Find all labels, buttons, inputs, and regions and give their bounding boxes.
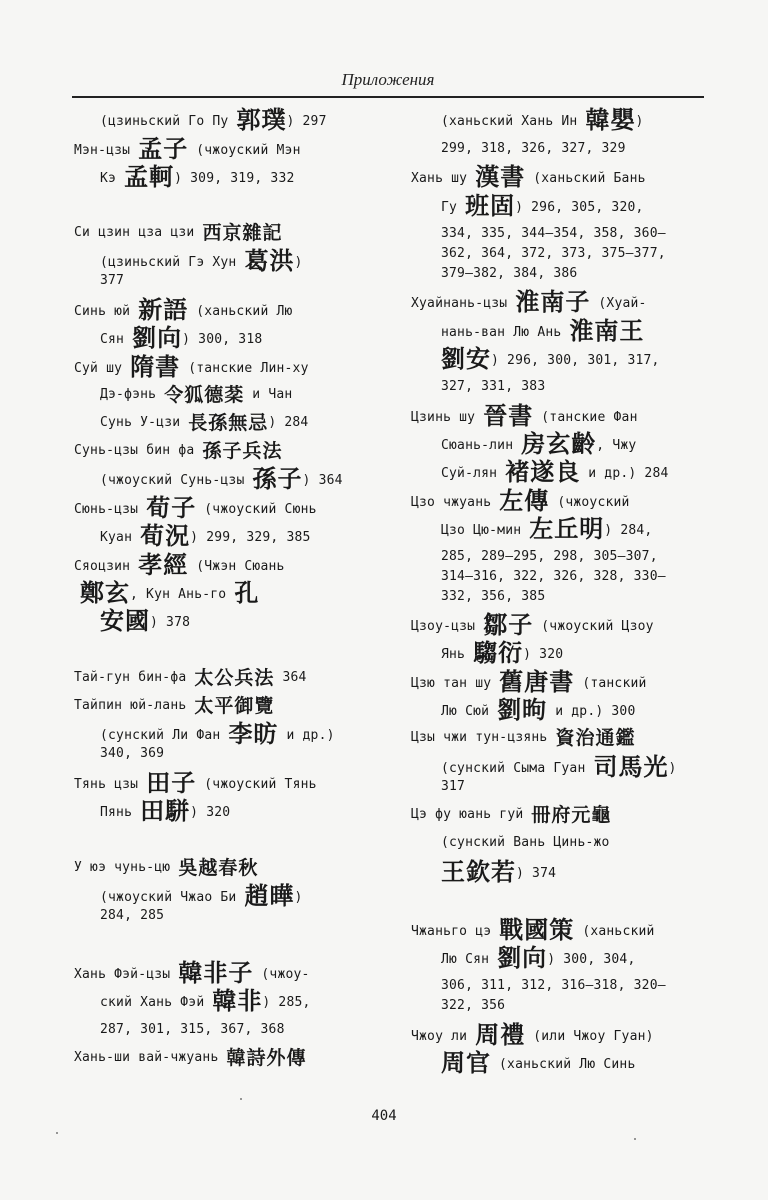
chinese-characters: 劉安 [441,344,491,373]
index-line [441,779,465,794]
entry-text: (чжоуский [549,495,630,510]
index-line [441,379,545,394]
index-line [441,514,653,543]
chinese-characters: 淮南王 [569,316,645,345]
chinese-characters: 資治通鑑 [555,727,636,749]
entry-text: (чжоуский Сюнь [196,502,317,517]
chinese-characters: 班固 [465,191,516,220]
index-line [411,1020,654,1049]
entry-text: 322, 356 [441,998,506,1013]
chinese-characters: 田子 [146,768,197,797]
header-rule [72,96,704,98]
entry-text: Чжаньго цэ [411,924,500,939]
chinese-characters: 令狐德棻 [164,384,245,406]
index-line [74,134,301,163]
entry-text: (чжоу- [253,967,310,982]
entry-text: 362, 364, 372, 373, 375–377, [441,246,666,261]
running-header: Приложения [341,70,435,89]
entry-text: и др.) 300 [547,704,636,719]
index-line [100,796,231,825]
chinese-characters: 韓非 [212,986,263,1015]
index-line [411,401,638,430]
chinese-characters: 太公兵法 [194,667,275,689]
index-line [441,998,505,1013]
entry-text: ) 300, 304, [547,952,636,967]
entry-text: Цзо чжуань [411,495,500,510]
chinese-characters: 淮南子 [515,287,591,316]
chinese-characters: 騶衍 [473,638,524,667]
chinese-characters: 太平御覽 [194,695,275,717]
entry-text: ) 320 [190,805,231,820]
entry-text: Цзю тан шу [411,676,500,691]
page-number: 404 [371,1108,397,1124]
chinese-characters: 晉書 [483,401,534,430]
chinese-characters: 鄭玄 [80,578,130,607]
chinese-characters: 司馬光 [593,752,669,781]
entry-text: ский Хань Фэй [100,995,213,1010]
index-line [74,493,317,522]
chinese-characters: 冊府元龜 [531,804,612,826]
entry-text: Тайпин юй-лань [74,698,195,713]
entry-text: и Чан [244,387,293,402]
entry-text: Мэн-цзы [74,143,139,158]
chinese-characters: 漢書 [475,162,526,191]
index-line [441,857,557,886]
entry-text: ) 284, [604,523,653,538]
index-line [80,578,260,607]
chinese-characters: 郭璞 [236,105,287,134]
entry-text: Кэ [100,171,125,186]
entry-text: Хань Фэй-цзы [74,967,179,982]
entry-text: 377 [100,273,125,288]
index-line [100,986,311,1015]
entry-text: ) [294,255,303,270]
entry-text: ) 300, 318 [182,332,263,347]
chinese-characters: 荀況 [140,521,191,550]
index-line [100,464,343,493]
entry-text: и др.) [278,728,335,743]
entry-text: Хань-ши вай-чжуань [74,1050,227,1065]
entry-text: ) 297 [286,114,327,129]
index-line [441,569,666,584]
entry-text: 285, 289–295, 298, 305–307, [441,549,658,564]
entry-text: Цзо Цю-мин [441,523,530,538]
chinese-characters: 孝經 [138,550,189,579]
entry-text: (или Чжоу Гуан) [525,1029,654,1044]
chinese-characters: 吳越春秋 [178,857,259,879]
chinese-characters: 韓嬰 [585,105,636,134]
chinese-characters: 孔 [234,578,260,607]
entry-text: Дэ-фэнь [100,387,165,402]
chinese-characters: 田駢 [140,796,191,825]
print-speck [56,1132,58,1134]
entry-text: (ханьский Лю [188,304,293,319]
entry-text: Тай-гун бин-фа [74,670,195,685]
entry-text: 284, 285 [100,908,165,923]
index-line [100,1022,285,1037]
entry-text: Хуайнань-цзы [411,296,516,311]
index-line [441,589,545,604]
entry-text: (чжоуский Мэн [188,143,301,158]
index-line [411,667,647,696]
index-line [100,246,303,275]
chinese-characters: 劉向 [497,943,548,972]
entry-text: ) 285, [262,995,311,1010]
index-line [100,323,263,352]
entry-text: 332, 356, 385 [441,589,546,604]
entry-text: нань-ван Лю Ань [441,325,570,340]
index-line [74,857,259,879]
entry-text: (танский [574,676,647,691]
index-line [411,486,630,515]
print-speck [240,1098,242,1100]
chinese-characters: 隋書 [130,352,181,381]
index-line [411,610,654,639]
entry-text: Суй-лян [441,466,506,481]
index-line [100,606,191,635]
index-line [100,746,164,761]
entry-text: (ханьский [574,924,655,939]
entry-text: ) [635,114,644,129]
chinese-characters: 孫子兵法 [202,440,283,462]
entry-text: Цзоу-цзы [411,619,484,634]
entry-text: Цзы чжи тун-цзянь [411,730,556,745]
entry-text: ) 374 [516,866,557,881]
entry-text: Синь юй [74,304,139,319]
entry-text: 287, 301, 315, 367, 368 [100,1022,285,1037]
entry-text: ) [294,890,303,905]
entry-text: (сунский Вань Цинь-жо [441,835,610,850]
entry-text: (чжоуский Цзоу [533,619,654,634]
entry-text: ) 364 [302,473,343,488]
entry-text: (ханьский Лю Синь [491,1057,636,1072]
index-line [100,908,164,923]
chinese-characters: 孫子 [252,464,303,493]
chinese-characters: 劉昫 [497,695,548,724]
entry-text: 340, 369 [100,746,165,761]
index-line [74,695,275,717]
entry-text: У юэ чунь-цю [74,860,179,875]
index-line [411,162,646,191]
index-line [74,440,283,462]
entry-text: Сунь-цзы бин фа [74,443,203,458]
entry-text: Хань шу [411,171,476,186]
entry-text: Сян [100,332,133,347]
index-line [100,719,335,748]
chinese-characters: 趙曄 [244,881,295,910]
entry-text: 299, 318, 326, 327, 329 [441,141,626,156]
index-line [74,295,293,324]
chinese-characters: 舊唐書 [499,667,575,696]
index-line [441,141,626,156]
entry-text: (ханьский Бань [525,171,646,186]
index-line [100,105,327,134]
chinese-characters: 孟子 [138,134,189,163]
index-line [100,162,295,191]
entry-text: (цзиньский Гэ Хун [100,255,245,270]
chinese-characters: 新語 [138,295,189,324]
index-line [74,768,317,797]
entry-text: Пянь [100,805,141,820]
entry-text: 364 [274,670,307,685]
entry-text: 327, 331, 383 [441,379,546,394]
index-line [441,457,669,486]
entry-text: (Хуай- [590,296,647,311]
index-line [100,521,311,550]
index-line [411,727,636,749]
chinese-characters: 劉向 [132,323,183,352]
entry-text: Суй шу [74,361,131,376]
index-line [100,273,124,288]
entry-text: ) 296, 305, 320, [515,200,644,215]
chinese-characters: 李昉 [228,719,279,748]
index-line [441,429,637,458]
chinese-characters: 韓詩外傳 [226,1047,307,1069]
entry-text: Тянь цзы [74,777,147,792]
index-line [74,1047,307,1069]
entry-text: ) 320 [523,647,564,662]
index-line [100,384,293,406]
chinese-characters: 房玄齡 [521,429,597,458]
print-speck [634,1138,636,1140]
index-line [74,667,307,689]
index-line [411,287,647,316]
entry-text: (чжоуский Сунь-цзы [100,473,253,488]
entry-text: Си цзин цза цзи [74,225,203,240]
index-line [441,978,666,993]
entry-text: 314–316, 322, 326, 328, 330– [441,569,666,584]
entry-text: Гу [441,200,466,215]
chinese-characters: 孟軻 [124,162,175,191]
entry-text: ) 299, 329, 385 [190,530,311,545]
entry-text: Сяоцзин [74,559,139,574]
index-line [74,550,285,579]
chinese-characters: 安國 [100,606,150,635]
entry-text: Чжоу ли [411,1029,476,1044]
chinese-characters: 葛洪 [244,246,295,275]
index-line [441,191,644,220]
chinese-characters: 荀子 [146,493,197,522]
entry-text: (цзиньский Го Пу [100,114,237,129]
entry-text: Цэ фу юань гуй [411,807,532,822]
index-line [411,804,612,826]
entry-text: Цзинь шу [411,410,484,425]
index-line [441,105,644,134]
entry-text: (чжоуский Тянь [196,777,317,792]
chinese-characters: 王欽若 [441,857,516,886]
entry-text: 334, 335, 344–354, 358, 360– [441,226,666,241]
entry-text: ) 284 [268,415,309,430]
index-line [100,881,303,910]
entry-text: Сунь У-цзи [100,415,189,430]
index-line [441,266,577,281]
index-line [441,246,666,261]
entry-text: , Чжу [596,438,637,453]
index-line [441,835,610,850]
entry-text: , Кун Ань-го [130,587,235,602]
index-line [100,412,309,434]
chinese-characters: 韓非子 [178,958,254,987]
chinese-characters: 長孫無忌 [188,412,269,434]
entry-text: 379–382, 384, 386 [441,266,578,281]
chinese-characters: 戰國策 [499,915,575,944]
entry-text: ) [668,761,677,776]
entry-text: Янь [441,647,474,662]
entry-text: и др.) 284 [580,466,669,481]
index-line [441,1048,636,1077]
chinese-characters: 褚遂良 [505,457,581,486]
entry-text: ) 309, 319, 332 [174,171,295,186]
chinese-characters: 左丘明 [529,514,605,543]
index-line [441,344,660,373]
entry-text: Лю Сян [441,952,498,967]
index-line [441,316,645,345]
entry-text: ) 296, 300, 301, 317, [491,353,660,368]
entry-text: 306, 311, 312, 316–318, 320– [441,978,666,993]
index-line [411,915,655,944]
chinese-characters: 西京雜記 [202,222,283,244]
index-line [441,638,564,667]
chinese-characters: 左傳 [499,486,550,515]
entry-text: (танские Фан [533,410,638,425]
entry-text: Сюань-лин [441,438,522,453]
entry-text: 317 [441,779,466,794]
index-line [441,695,636,724]
entry-text: Куан [100,530,141,545]
index-line [441,752,677,781]
index-line [74,958,310,987]
chinese-characters: 周禮 [475,1020,526,1049]
entry-text: ) 378 [150,615,191,630]
entry-text: (сунский Сыма Гуан [441,761,594,776]
entry-text: (чжоуский Чжао Би [100,890,245,905]
index-line [74,352,309,381]
chinese-characters: 周官 [441,1048,491,1077]
entry-text: Лю Сюй [441,704,498,719]
chinese-characters: 鄒子 [483,610,534,639]
index-line [441,943,636,972]
entry-text: (ханьский Хань Ин [441,114,586,129]
index-line [441,549,658,564]
entry-text: (танские Лин-ху [180,361,309,376]
index-line [74,222,283,244]
index-line [441,226,666,241]
entry-text: Сюнь-цзы [74,502,147,517]
entry-text: (сунский Ли Фан [100,728,229,743]
entry-text: (Чжэн Сюань [188,559,285,574]
